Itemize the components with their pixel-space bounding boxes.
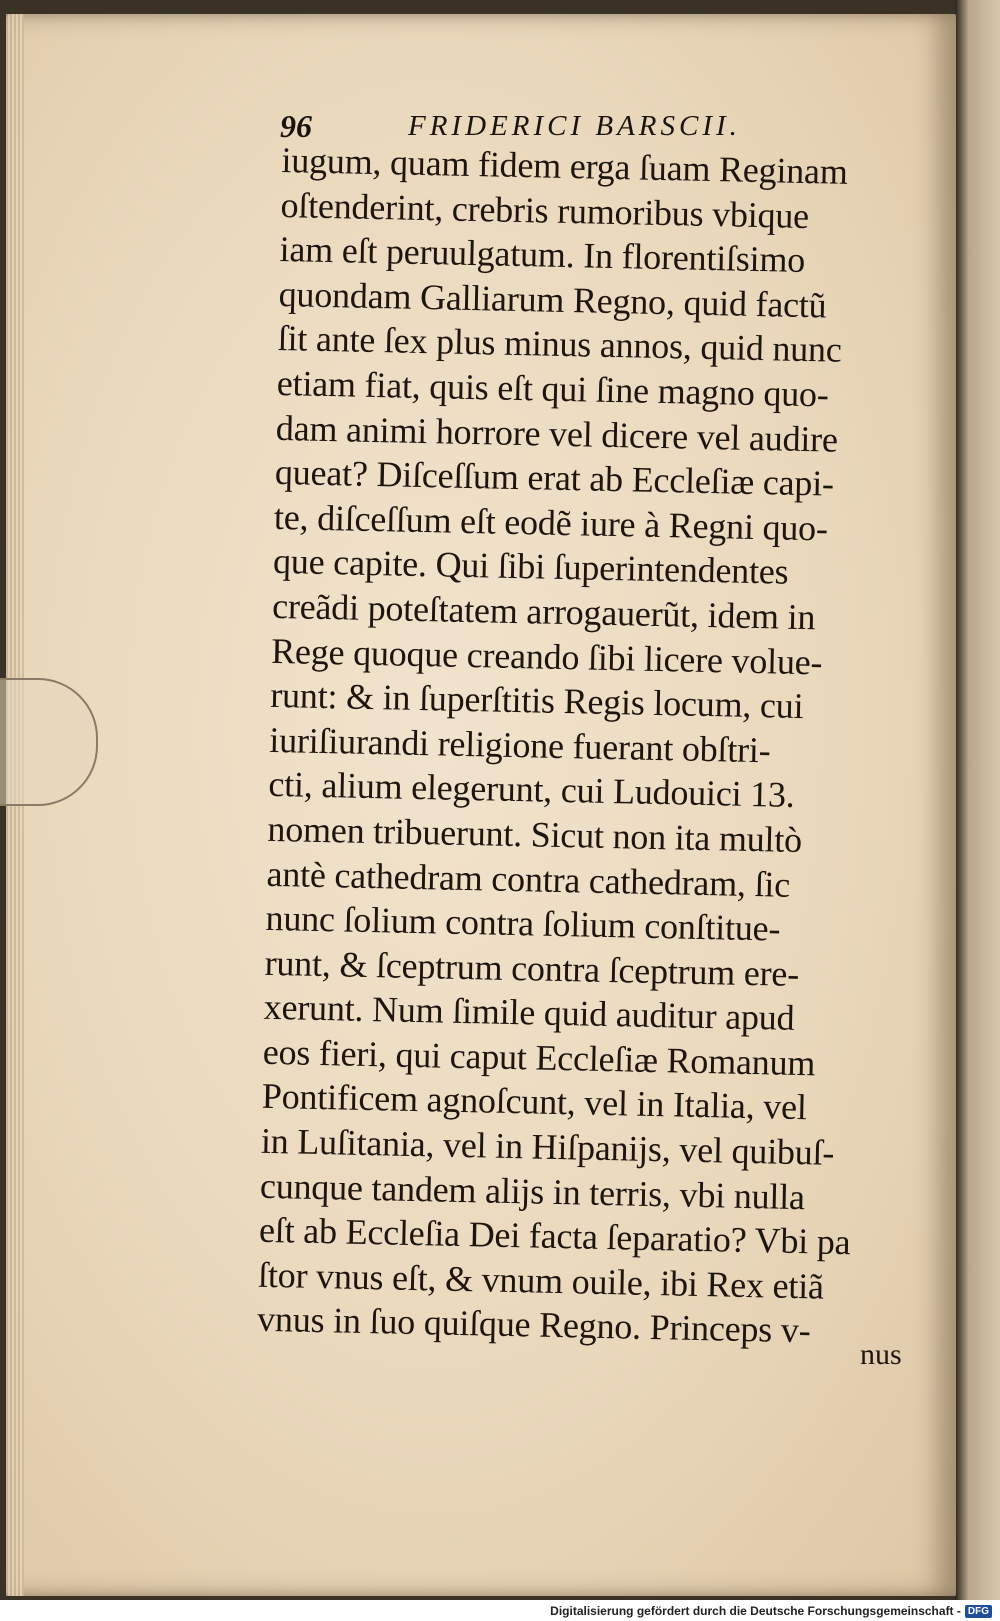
text-line: etiam fiat, quis eſt qui ſine magno quo- [276,362,830,415]
dfg-logo: DFG [965,1605,992,1618]
text-line: vnus in ſuo quiſque Regno. Princeps v- [256,1299,811,1351]
text-line: que capite. Qui ſibi ſuperintendentes [272,541,789,593]
footer-text: Digitalisierung gefördert durch die Deutsche Forschungsgemeinschaft - [550,1604,961,1618]
text-line: antè cathedram contra cathedram, ſic [266,853,791,905]
catchword: nus [860,1338,902,1371]
text-line: nunc ſolium contra ſolium conſtitue- [265,897,781,949]
text-line: xerunt. Num ſimile quid auditur apud [263,987,795,1039]
running-head-title: FRIDERICI BARSCII. [408,110,741,142]
text-line: oſtenderint, crebris rumoribus vbique [280,184,810,236]
text-line: quondam Galliarum Regno, quid factũ [278,273,827,326]
page-number: 96 [280,108,312,144]
text-line: nomen tribuerunt. Sicut non ita multò [267,808,803,860]
text-line: iam eſt peruulgatum. In florentiſsimo [279,229,806,281]
text-line: cti, alium elegerunt, cui Ludouici 13. [268,764,796,816]
text-line: eos fieri, qui caput Eccleſiæ Romanum [262,1031,816,1084]
text-line: dam animi horrore vel dicere vel audire [275,407,839,460]
text-line: queat? Diſceſſum erat ab Eccleſiæ capi- [274,452,835,504]
text-line: Rege quoque creando ſibi licere volue- [270,630,823,682]
text-line: te, diſceſſum eſt eodẽ iure à Regni quo- [273,496,829,549]
text-line: iugum, quam fidem erga ſuam Reginam [281,139,849,192]
body-text [257,138,922,1355]
digitization-footer [550,1602,992,1620]
text-line: runt, & ſceptrum contra ſceptrum ere- [264,942,800,994]
text-line: cunque tandem aliјs in terris, vbi nulla [259,1165,806,1217]
text-line: iuriſiurandi religione fuerant obſtri- [268,719,771,771]
text-line: ſit ante ſex plus minus annos, quid nunc [277,318,843,371]
text-line: Pontificem agnoſcunt, vel in Italia, vel [261,1076,808,1128]
text-line: eſt ab Eccleſia Dei facta ſeparatio? Vbi pa [258,1210,851,1263]
text-line: runt: & in ſuperſtitis Regis locum, cui [269,675,804,727]
text-line: in Luſitania, vel in Hiſpaniјs, vel quibuſ- [260,1120,835,1173]
adjacent-page-edge [955,0,1000,1600]
text-line: ſtor vnus eſt, & vnum ouile, ibi Rex etiã [257,1254,825,1307]
text-line: creãdi poteſtatem arrogauerũt, idem in [271,585,816,638]
